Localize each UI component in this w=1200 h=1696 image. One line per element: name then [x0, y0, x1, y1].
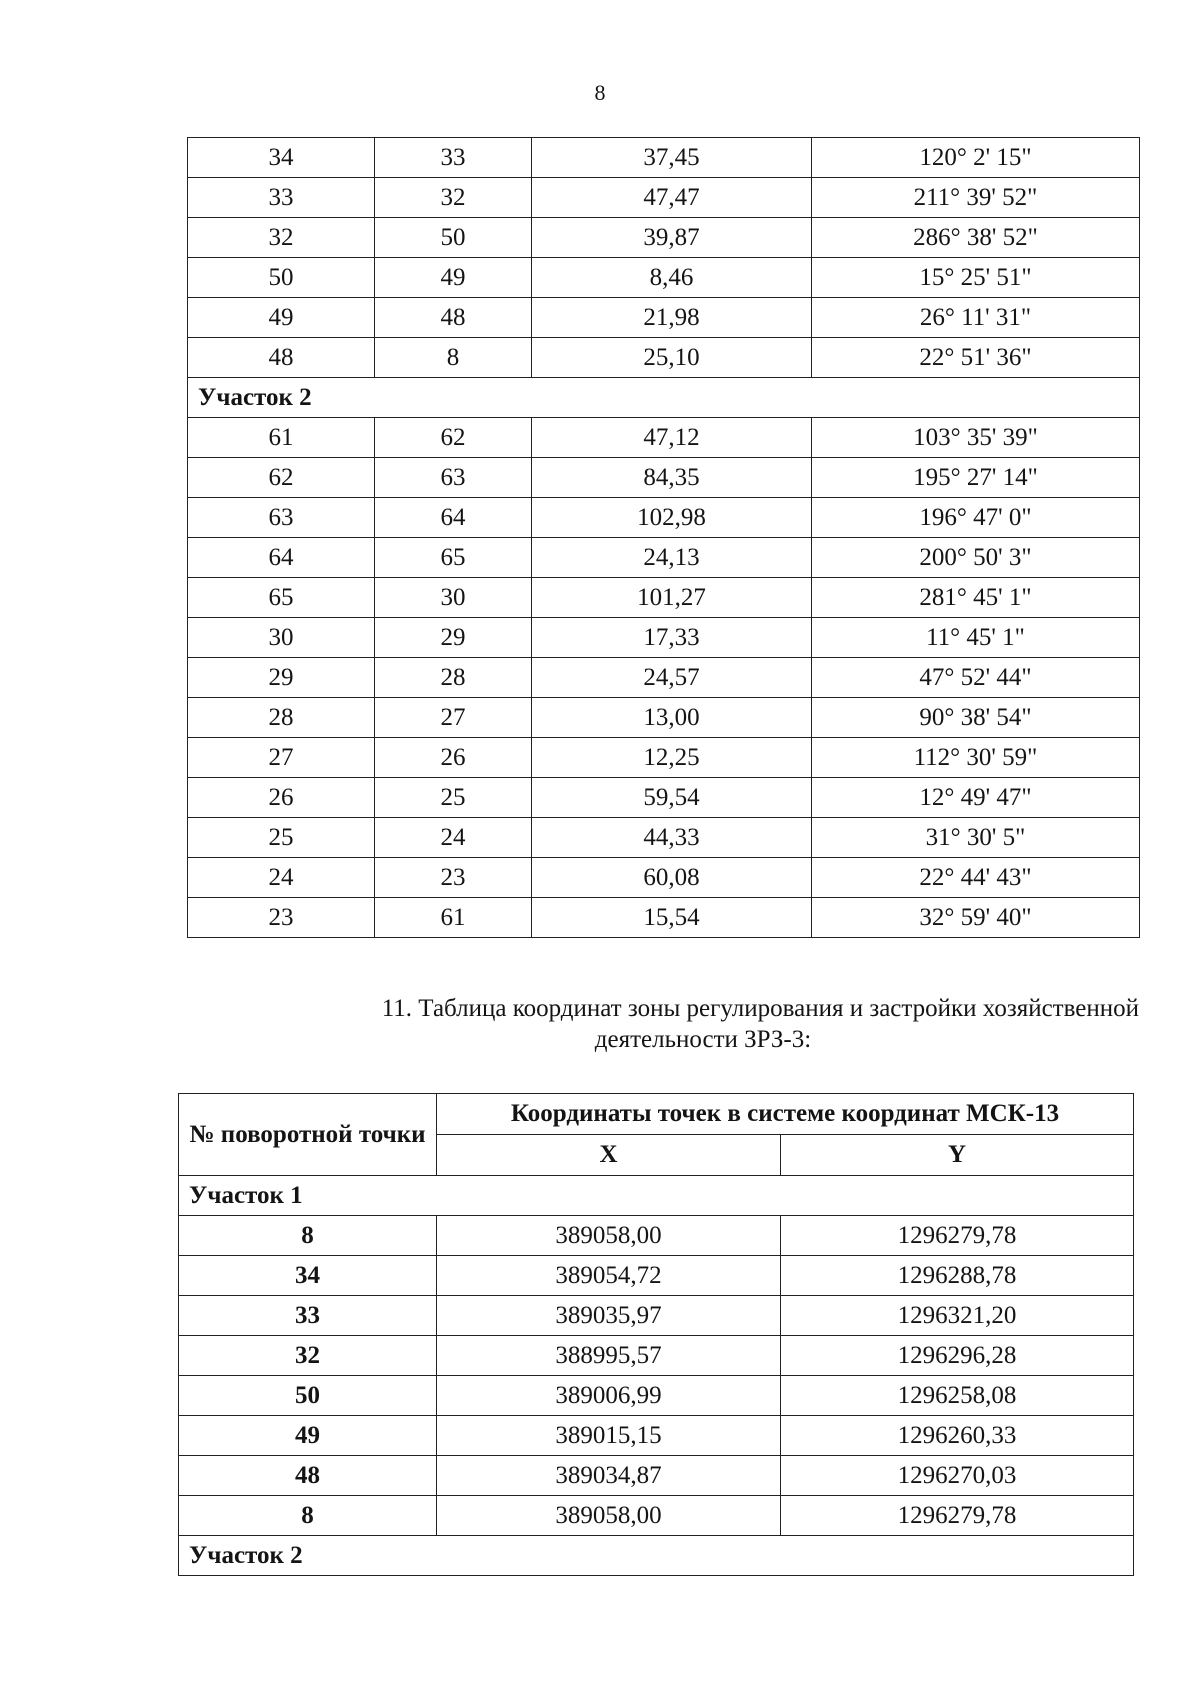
table-cell: 195° 27' 14" — [812, 458, 1140, 498]
table-cell: 12° 49' 47" — [812, 778, 1140, 818]
table-cell: 1296279,78 — [781, 1496, 1134, 1536]
table-cell: 211° 39' 52" — [812, 178, 1140, 218]
table-cell: 47° 52' 44" — [812, 658, 1140, 698]
table-cell: 30 — [188, 618, 375, 658]
header-point-number: № поворотной точки — [179, 1094, 437, 1176]
table-row — [188, 578, 1140, 618]
section-row — [179, 1536, 1134, 1576]
coordinates-table-body — [179, 1176, 1134, 1576]
segments-table — [187, 137, 1140, 938]
table-cell: 47,12 — [532, 418, 812, 458]
table-row — [188, 418, 1140, 458]
table-cell: 25 — [188, 818, 375, 858]
table-row — [188, 258, 1140, 298]
table-cell: 281° 45' 1" — [812, 578, 1140, 618]
table-cell: 61 — [188, 418, 375, 458]
table-cell: 8 — [179, 1496, 437, 1536]
table-cell: 23 — [375, 858, 532, 898]
table-cell: 47,47 — [532, 178, 812, 218]
table-cell: 22° 44' 43" — [812, 858, 1140, 898]
table-row — [188, 138, 1140, 178]
table-caption — [187, 993, 1139, 1055]
table-cell: 50 — [375, 218, 532, 258]
table-cell: 17,33 — [532, 618, 812, 658]
table-cell: 1296288,78 — [781, 1256, 1134, 1296]
table-row — [188, 338, 1140, 378]
segments-table-body — [188, 138, 1140, 938]
caption-line-1: 11. Таблица координат зоны регулирования и застройки хозяйственной — [381, 995, 1139, 1022]
table-row — [188, 458, 1140, 498]
table-cell: 1296279,78 — [781, 1216, 1134, 1256]
table-cell: 13,00 — [532, 698, 812, 738]
table-cell: 59,54 — [532, 778, 812, 818]
table-cell: 24 — [375, 818, 532, 858]
table-row — [188, 218, 1140, 258]
table-cell: 389058,00 — [437, 1216, 781, 1256]
table-cell: 103° 35' 39" — [812, 418, 1140, 458]
section-row — [179, 1176, 1134, 1216]
coordinates-table — [178, 1093, 1134, 1576]
table-row — [179, 1376, 1134, 1416]
table-cell: 12,25 — [532, 738, 812, 778]
table-row — [188, 858, 1140, 898]
table-cell: 33 — [188, 178, 375, 218]
table-cell: 200° 50' 3" — [812, 538, 1140, 578]
table-cell: 29 — [188, 658, 375, 698]
table-cell: 8 — [375, 338, 532, 378]
table-cell: 48 — [375, 298, 532, 338]
table-cell: 8,46 — [532, 258, 812, 298]
table-row — [188, 778, 1140, 818]
table-cell: 39,87 — [532, 218, 812, 258]
table-cell: 1296258,08 — [781, 1376, 1134, 1416]
table-cell: 120° 2' 15" — [812, 138, 1140, 178]
table-cell: 389015,15 — [437, 1416, 781, 1456]
table-row — [188, 178, 1140, 218]
table-cell: 26 — [375, 738, 532, 778]
table-cell: 60,08 — [532, 858, 812, 898]
table-cell: 32 — [179, 1336, 437, 1376]
table-cell: 1296260,33 — [781, 1416, 1134, 1456]
table-row — [188, 618, 1140, 658]
table-cell: 49 — [375, 258, 532, 298]
table-row — [179, 1336, 1134, 1376]
section-label: Участок 1 — [179, 1176, 1134, 1216]
table-row — [179, 1496, 1134, 1536]
table-cell: 101,27 — [532, 578, 812, 618]
table-row — [188, 498, 1140, 538]
table-row — [179, 1416, 1134, 1456]
table-cell: 112° 30' 59" — [812, 738, 1140, 778]
table-row — [188, 698, 1140, 738]
table-cell: 84,35 — [532, 458, 812, 498]
table-cell: 61 — [375, 898, 532, 938]
table-cell: 49 — [179, 1416, 437, 1456]
table-cell: 25,10 — [532, 338, 812, 378]
table-row — [188, 658, 1140, 698]
header-coordinates: Координаты точек в системе координат МСК-13 — [437, 1094, 1134, 1135]
table-cell: 64 — [375, 498, 532, 538]
table-cell: 1296321,20 — [781, 1296, 1134, 1336]
table-cell: 389034,87 — [437, 1456, 781, 1496]
table-cell: 31° 30' 5" — [812, 818, 1140, 858]
table-cell: 63 — [188, 498, 375, 538]
table-cell: 37,45 — [532, 138, 812, 178]
table-cell: 50 — [188, 258, 375, 298]
table-row — [188, 818, 1140, 858]
table-row — [179, 1296, 1134, 1336]
caption-line-2: деятельности ЗРЗ-3: — [594, 1026, 812, 1053]
table-cell: 65 — [375, 538, 532, 578]
table-cell: 33 — [179, 1296, 437, 1336]
table-cell: 102,98 — [532, 498, 812, 538]
table-cell: 25 — [375, 778, 532, 818]
table-cell: 27 — [375, 698, 532, 738]
table-cell: 50 — [179, 1376, 437, 1416]
header-x: X — [437, 1135, 781, 1176]
table-cell: 32° 59' 40" — [812, 898, 1140, 938]
table-cell: 15° 25' 51" — [812, 258, 1140, 298]
table-cell: 23 — [188, 898, 375, 938]
table-cell: 22° 51' 36" — [812, 338, 1140, 378]
table-cell: 62 — [188, 458, 375, 498]
table-cell: 15,54 — [532, 898, 812, 938]
table-cell: 389035,97 — [437, 1296, 781, 1336]
section-label: Участок 2 — [188, 378, 1140, 418]
table-cell: 388995,57 — [437, 1336, 781, 1376]
table-cell: 21,98 — [532, 298, 812, 338]
table-cell: 389058,00 — [437, 1496, 781, 1536]
table-cell: 29 — [375, 618, 532, 658]
table-cell: 11° 45' 1" — [812, 618, 1140, 658]
table-cell: 389006,99 — [437, 1376, 781, 1416]
table-cell: 44,33 — [532, 818, 812, 858]
table-cell: 90° 38' 54" — [812, 698, 1140, 738]
table-cell: 28 — [188, 698, 375, 738]
table-cell: 8 — [179, 1216, 437, 1256]
table-cell: 24 — [188, 858, 375, 898]
header-y: Y — [781, 1135, 1134, 1176]
table-row — [188, 898, 1140, 938]
page-number: 8 — [594, 80, 606, 105]
table-cell: 33 — [375, 138, 532, 178]
table-cell: 26 — [188, 778, 375, 818]
table-cell: 286° 38' 52" — [812, 218, 1140, 258]
table-cell: 48 — [179, 1456, 437, 1496]
section-label: Участок 2 — [179, 1536, 1134, 1576]
table-cell: 63 — [375, 458, 532, 498]
table-cell: 62 — [375, 418, 532, 458]
table-cell: 32 — [188, 218, 375, 258]
table-cell: 24,13 — [532, 538, 812, 578]
table-cell: 34 — [179, 1256, 437, 1296]
table-row — [179, 1216, 1134, 1256]
table-row — [188, 738, 1140, 778]
table-cell: 196° 47' 0" — [812, 498, 1140, 538]
table-cell: 49 — [188, 298, 375, 338]
section-row — [188, 378, 1140, 418]
table-cell: 1296270,03 — [781, 1456, 1134, 1496]
table-cell: 65 — [188, 578, 375, 618]
table-cell: 30 — [375, 578, 532, 618]
table-cell: 64 — [188, 538, 375, 578]
table-row — [188, 538, 1140, 578]
table-cell: 24,57 — [532, 658, 812, 698]
table-cell: 389054,72 — [437, 1256, 781, 1296]
table-cell: 34 — [188, 138, 375, 178]
table-cell: 27 — [188, 738, 375, 778]
table-cell: 48 — [188, 338, 375, 378]
table-cell: 1296296,28 — [781, 1336, 1134, 1376]
table-row — [188, 298, 1140, 338]
table-cell: 32 — [375, 178, 532, 218]
table-row — [179, 1456, 1134, 1496]
table-cell: 26° 11' 31" — [812, 298, 1140, 338]
table-cell: 28 — [375, 658, 532, 698]
table-row — [179, 1256, 1134, 1296]
